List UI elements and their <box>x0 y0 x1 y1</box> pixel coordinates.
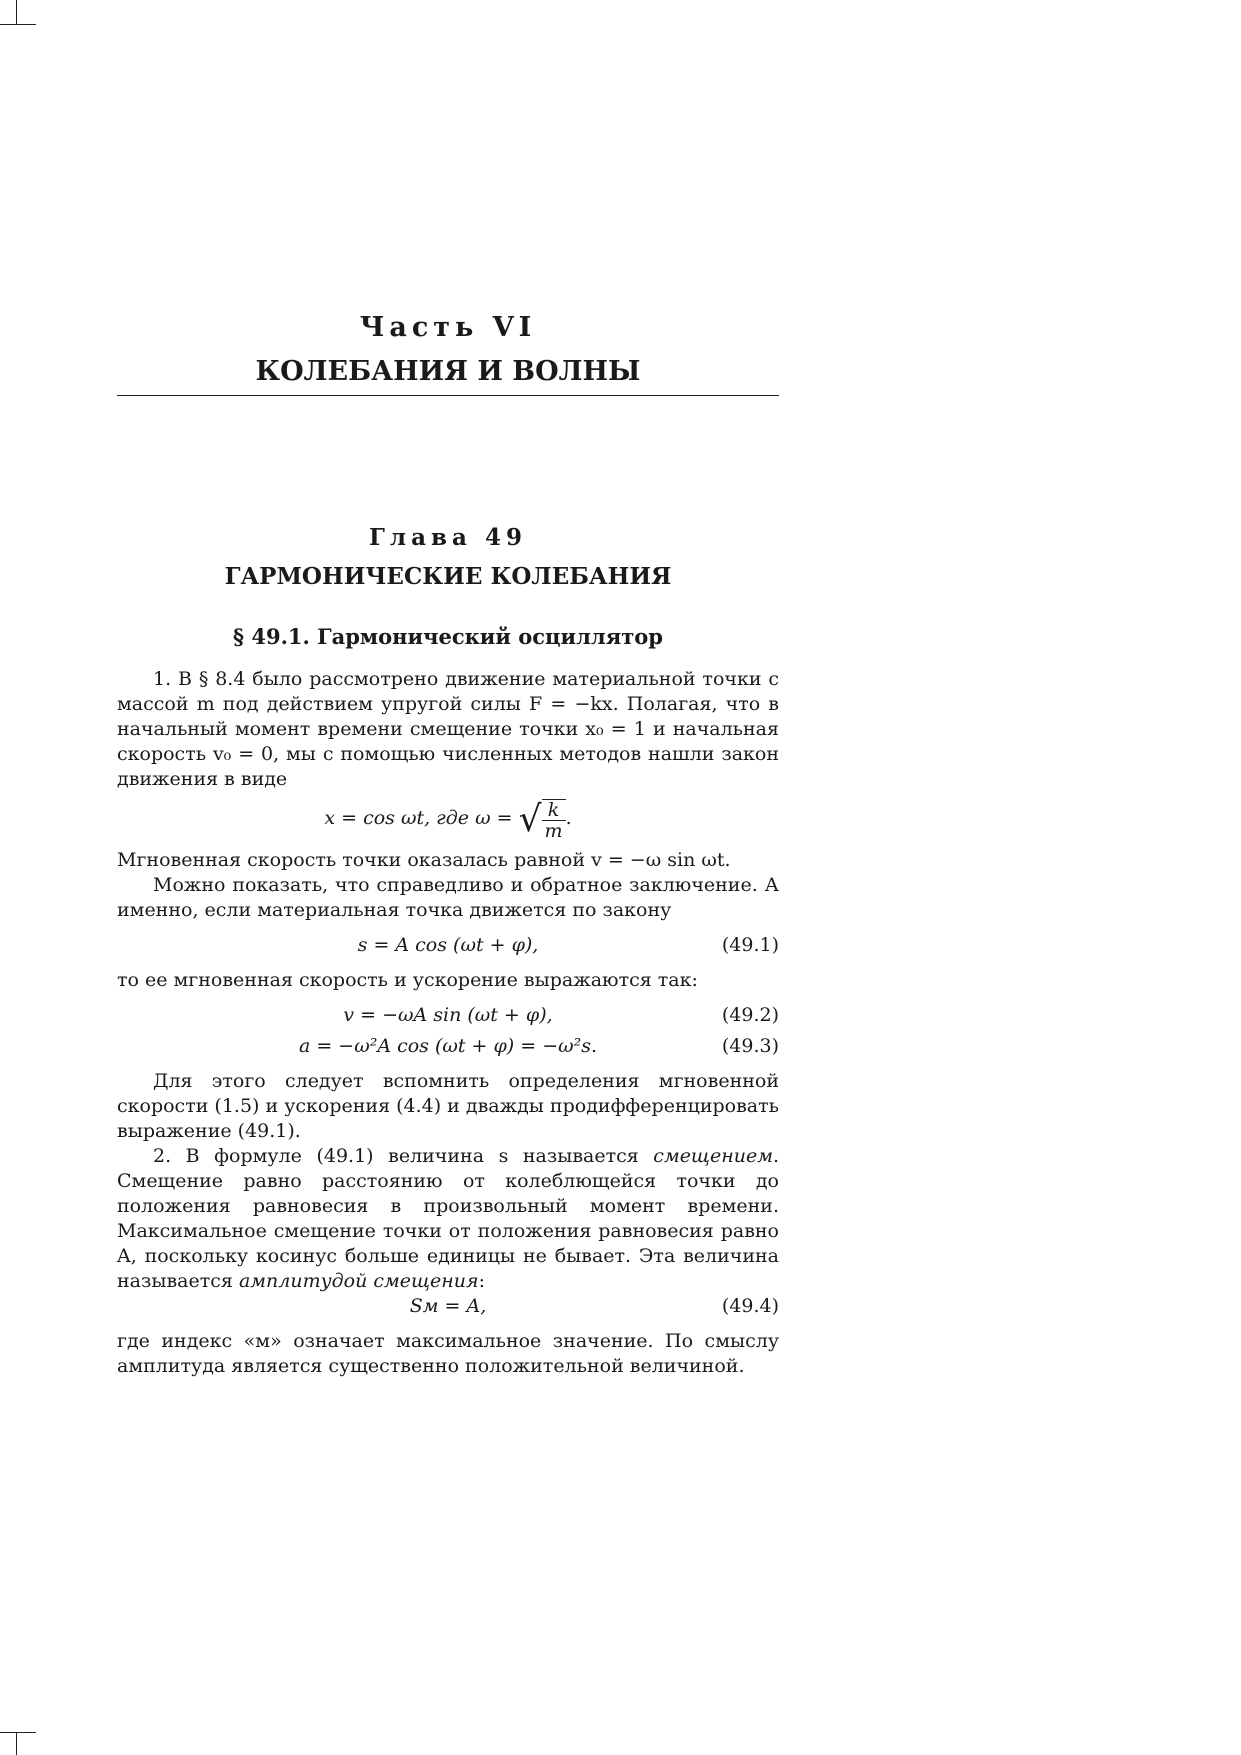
paragraph-7: где индекс «м» означает максимальное значение. По смыслу амплитуда является существенно положительной величиной. <box>117 1330 779 1377</box>
term-displacement: смещением <box>653 1145 773 1167</box>
chapter-label: Глава 49 <box>369 524 527 551</box>
equation-motion-left: x = cos ωt, где ω = <box>324 807 519 829</box>
paragraph-1: 1. В § 8.4 было рассмотрено движение материальной точки с массой m под действием упругой силы F = −kx. Полагая, что в начальный момент времени смещение точки x₀ = 1 и начальная скорость v₀ = 0, мы с помощью численных методов нашли закон движения в виде <box>117 668 779 790</box>
crop-mark-bottom-left-v <box>16 1732 17 1755</box>
part-divider <box>117 395 779 396</box>
paragraph-6-c: : <box>478 1270 486 1292</box>
paragraph-6-a: 2. В формуле (49.1) величина s называется <box>153 1145 654 1167</box>
equation-49-4 <box>117 1294 779 1319</box>
sqrt-sign: √ <box>518 798 542 840</box>
equation-49-2-body: v = −ωA sin (ωt + φ), <box>343 1004 553 1026</box>
equation-49-1 <box>117 933 779 958</box>
equation-motion <box>117 792 779 844</box>
fraction-denominator: m <box>544 819 563 842</box>
part-label: Часть VI <box>359 312 537 343</box>
crop-mark-bottom-left-h <box>0 1732 36 1733</box>
equation-49-2-number: (49.2) <box>721 1004 779 1026</box>
equation-49-1-body: s = A cos (ωt + φ), <box>357 934 539 956</box>
equation-49-2 <box>117 1003 779 1028</box>
term-amplitude: амплитудой смещения <box>238 1270 479 1292</box>
paragraph-2: Мгновенная скорость точки оказалась равной v = −ω sin ωt. <box>117 849 731 871</box>
equation-49-1-number: (49.1) <box>721 934 779 956</box>
spacer <box>117 1319 779 1329</box>
sqrt-group <box>519 793 566 846</box>
paragraph-3: Можно показать, что справедливо и обратное заключение. А именно, если материальная точка движется по закону <box>117 874 779 921</box>
spacer <box>117 993 779 1003</box>
spacer <box>117 923 779 933</box>
paragraph-5: Для этого следует вспомнить определения мгновенной скорости (1.5) и ускорения (4.4) и дважды продифференцировать выражение (49.1). <box>117 1070 779 1142</box>
equation-49-4-number: (49.4) <box>721 1295 779 1317</box>
body-text <box>117 667 779 1379</box>
crop-mark-top-left-h <box>0 24 36 25</box>
equation-motion-end: . <box>565 807 572 829</box>
chapter-title: ГАРМОНИЧЕСКИЕ КОЛЕБАНИЯ <box>224 563 672 590</box>
paragraph-4: то ее мгновенная скорость и ускорение выражаются так: <box>117 969 698 991</box>
equation-49-4-body: Sм = A, <box>409 1295 487 1317</box>
spacer <box>117 1059 779 1069</box>
equation-49-3 <box>117 1034 779 1059</box>
fraction-numerator: k <box>542 800 566 821</box>
crop-mark-top-left-v <box>16 0 17 24</box>
equation-49-3-body: a = −ω²A cos (ωt + φ) = −ω²s. <box>298 1035 598 1057</box>
section-title: § 49.1. Гармонический осциллятор <box>233 624 663 649</box>
part-title: КОЛЕБАНИЯ И ВОЛНЫ <box>255 356 641 387</box>
fraction-k-over-m <box>542 799 566 841</box>
equation-49-3-number: (49.3) <box>721 1035 779 1057</box>
paragraph-6-b: . Смещение равно расстоянию от колеблющейся точки до положения равновесия в произвольный момент времени. Максимальное смещение точки от положения равновесия равно A, поскольку косинус больше единицы не бывает. Эта величина называется <box>117 1145 779 1292</box>
paragraph-6 <box>117 1144 779 1294</box>
spacer <box>117 958 779 968</box>
